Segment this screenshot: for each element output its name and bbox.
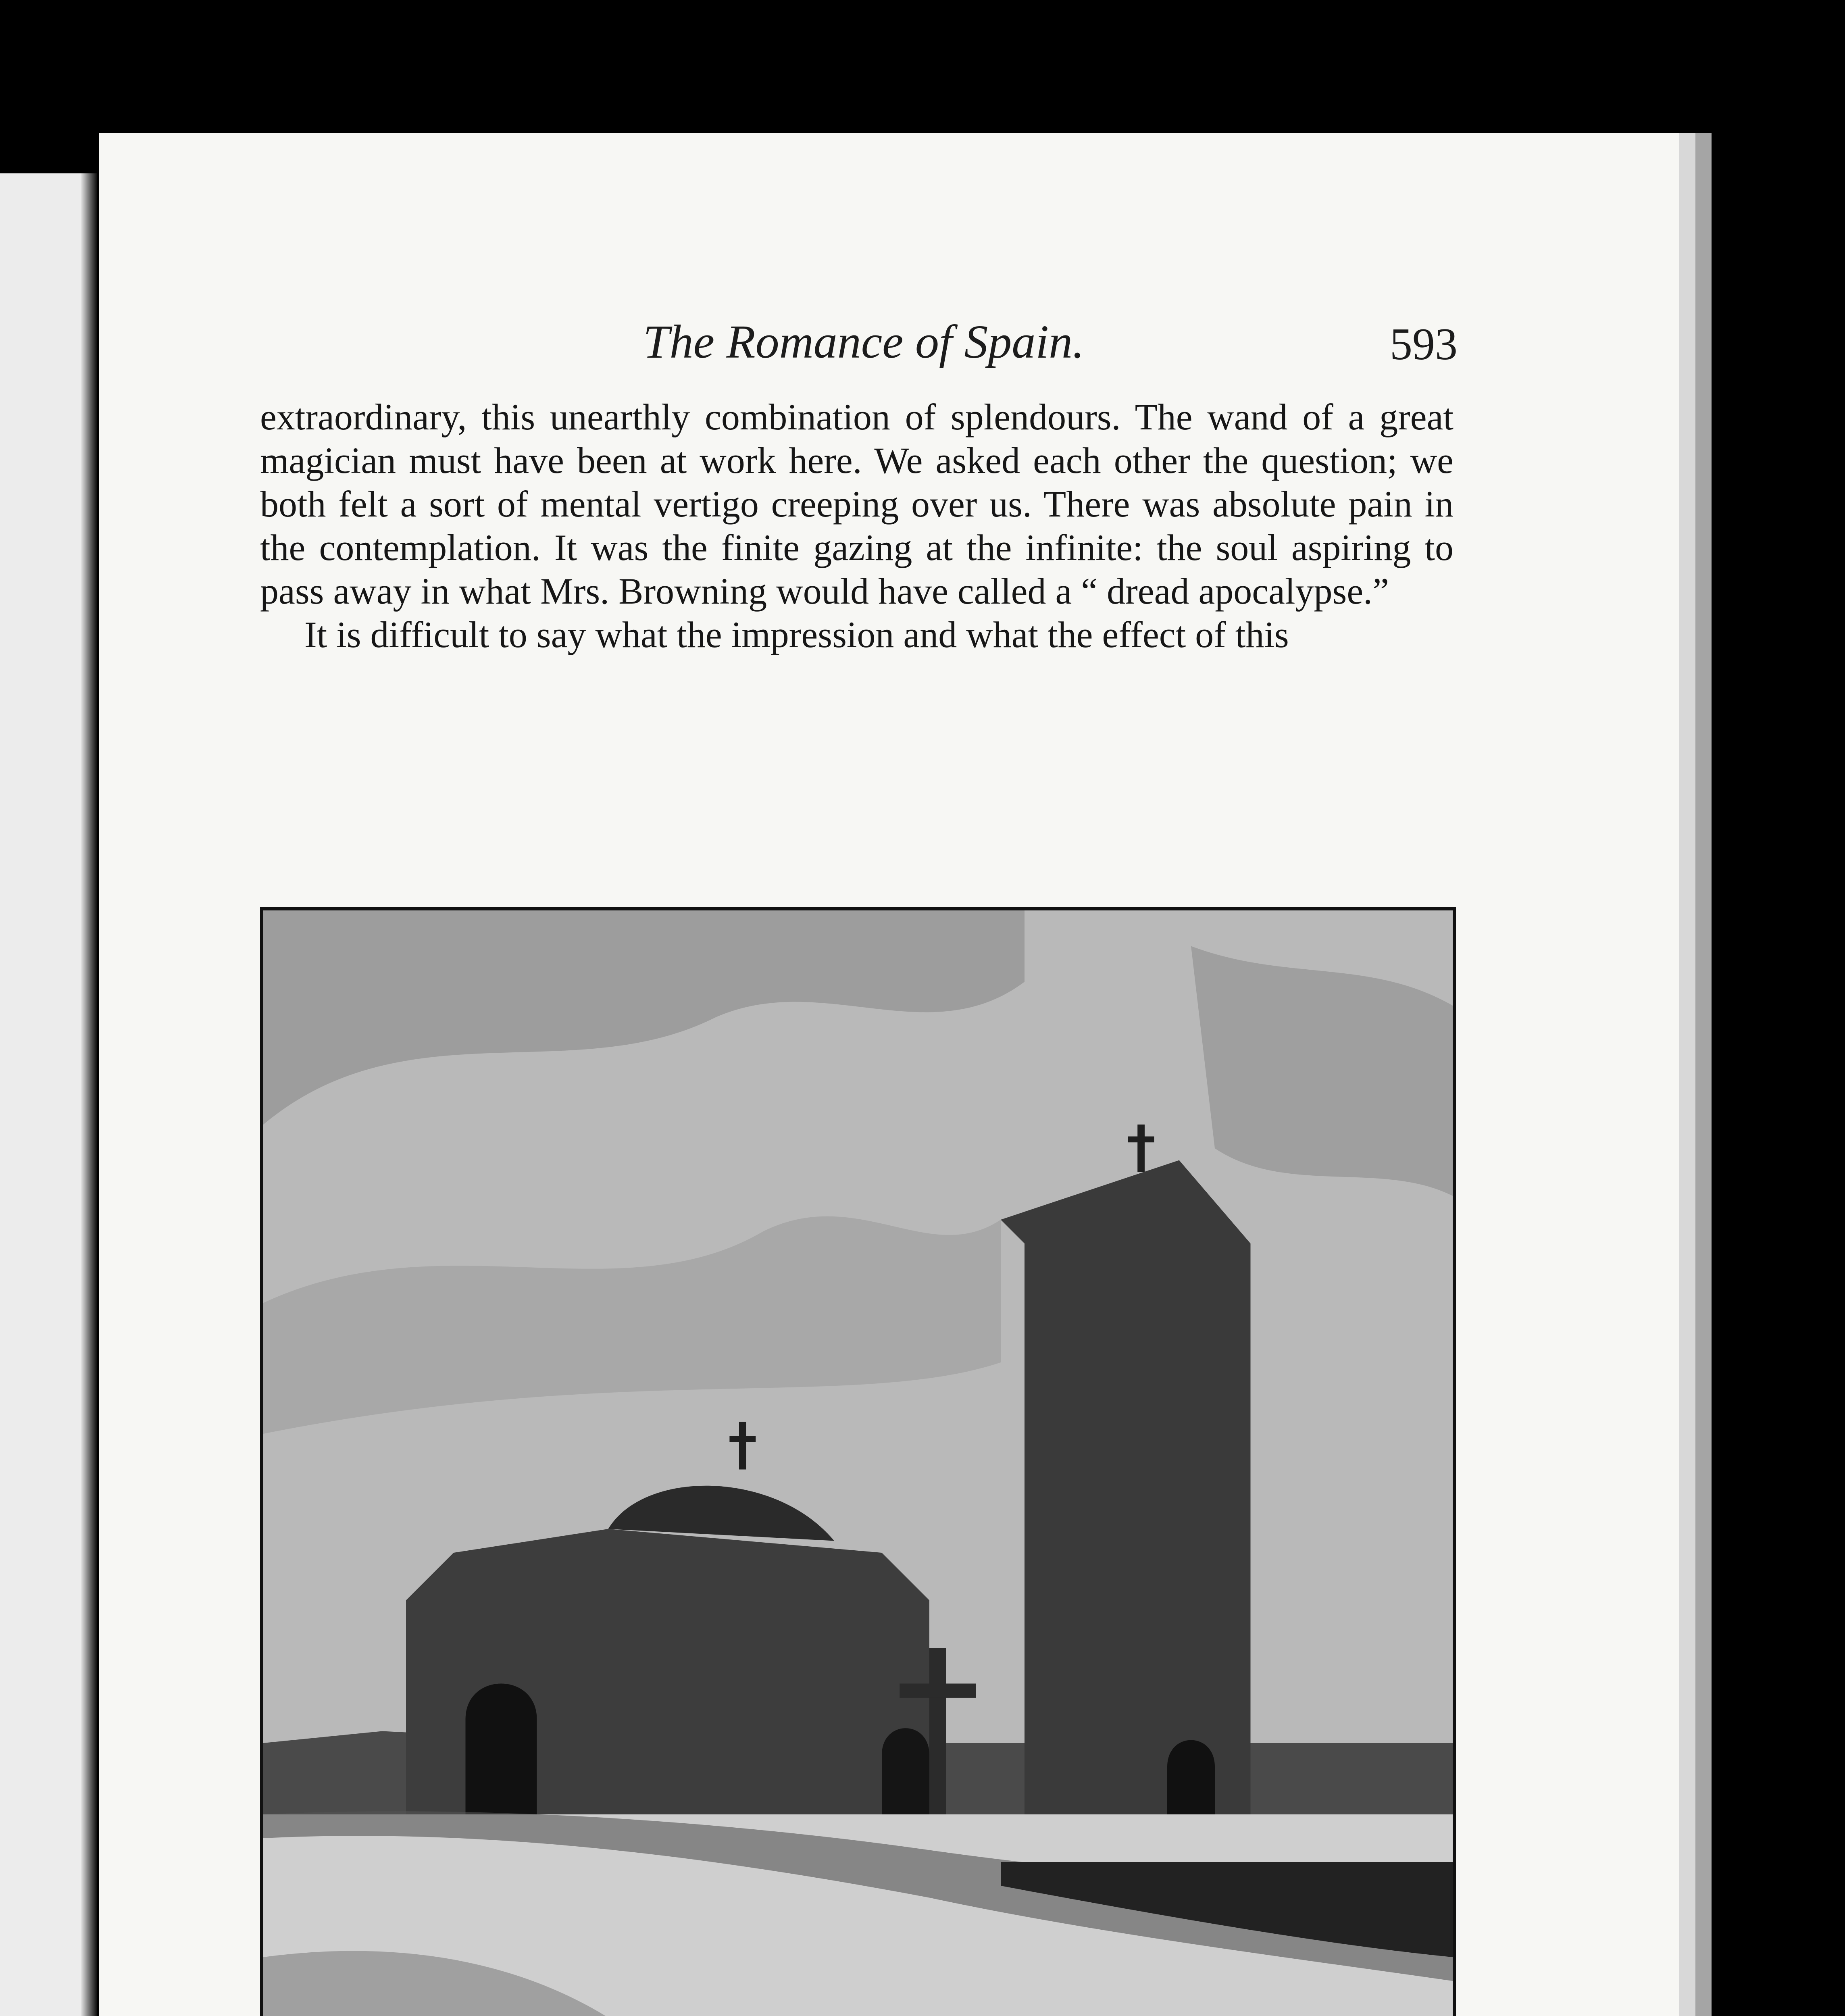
- church-engraving: [263, 910, 1453, 2016]
- page-number: 593: [1390, 319, 1458, 369]
- paragraph: extraordinary, this unearthly combination of splendours. The wand of a great magician must have been at work here. We asked each other the question; we both felt a sort of mental vertigo creeping over us. There was absolute pain in the contemplation. It was the finite gazing at the infinite: the soul aspiring to pass away in what Mrs. Browning would have called a “ dread apocalypse.”: [260, 396, 1454, 612]
- running-title: The Romance of Spain.: [643, 315, 1085, 368]
- paragraph: It is difficult to say what the impression and what the effect of this: [304, 614, 1289, 655]
- page-gutter: [81, 173, 97, 2016]
- running-head: [99, 314, 1679, 379]
- body-text-top: [260, 395, 1454, 656]
- book-page: [99, 133, 1679, 2016]
- engraving-illustration: [260, 907, 1456, 2016]
